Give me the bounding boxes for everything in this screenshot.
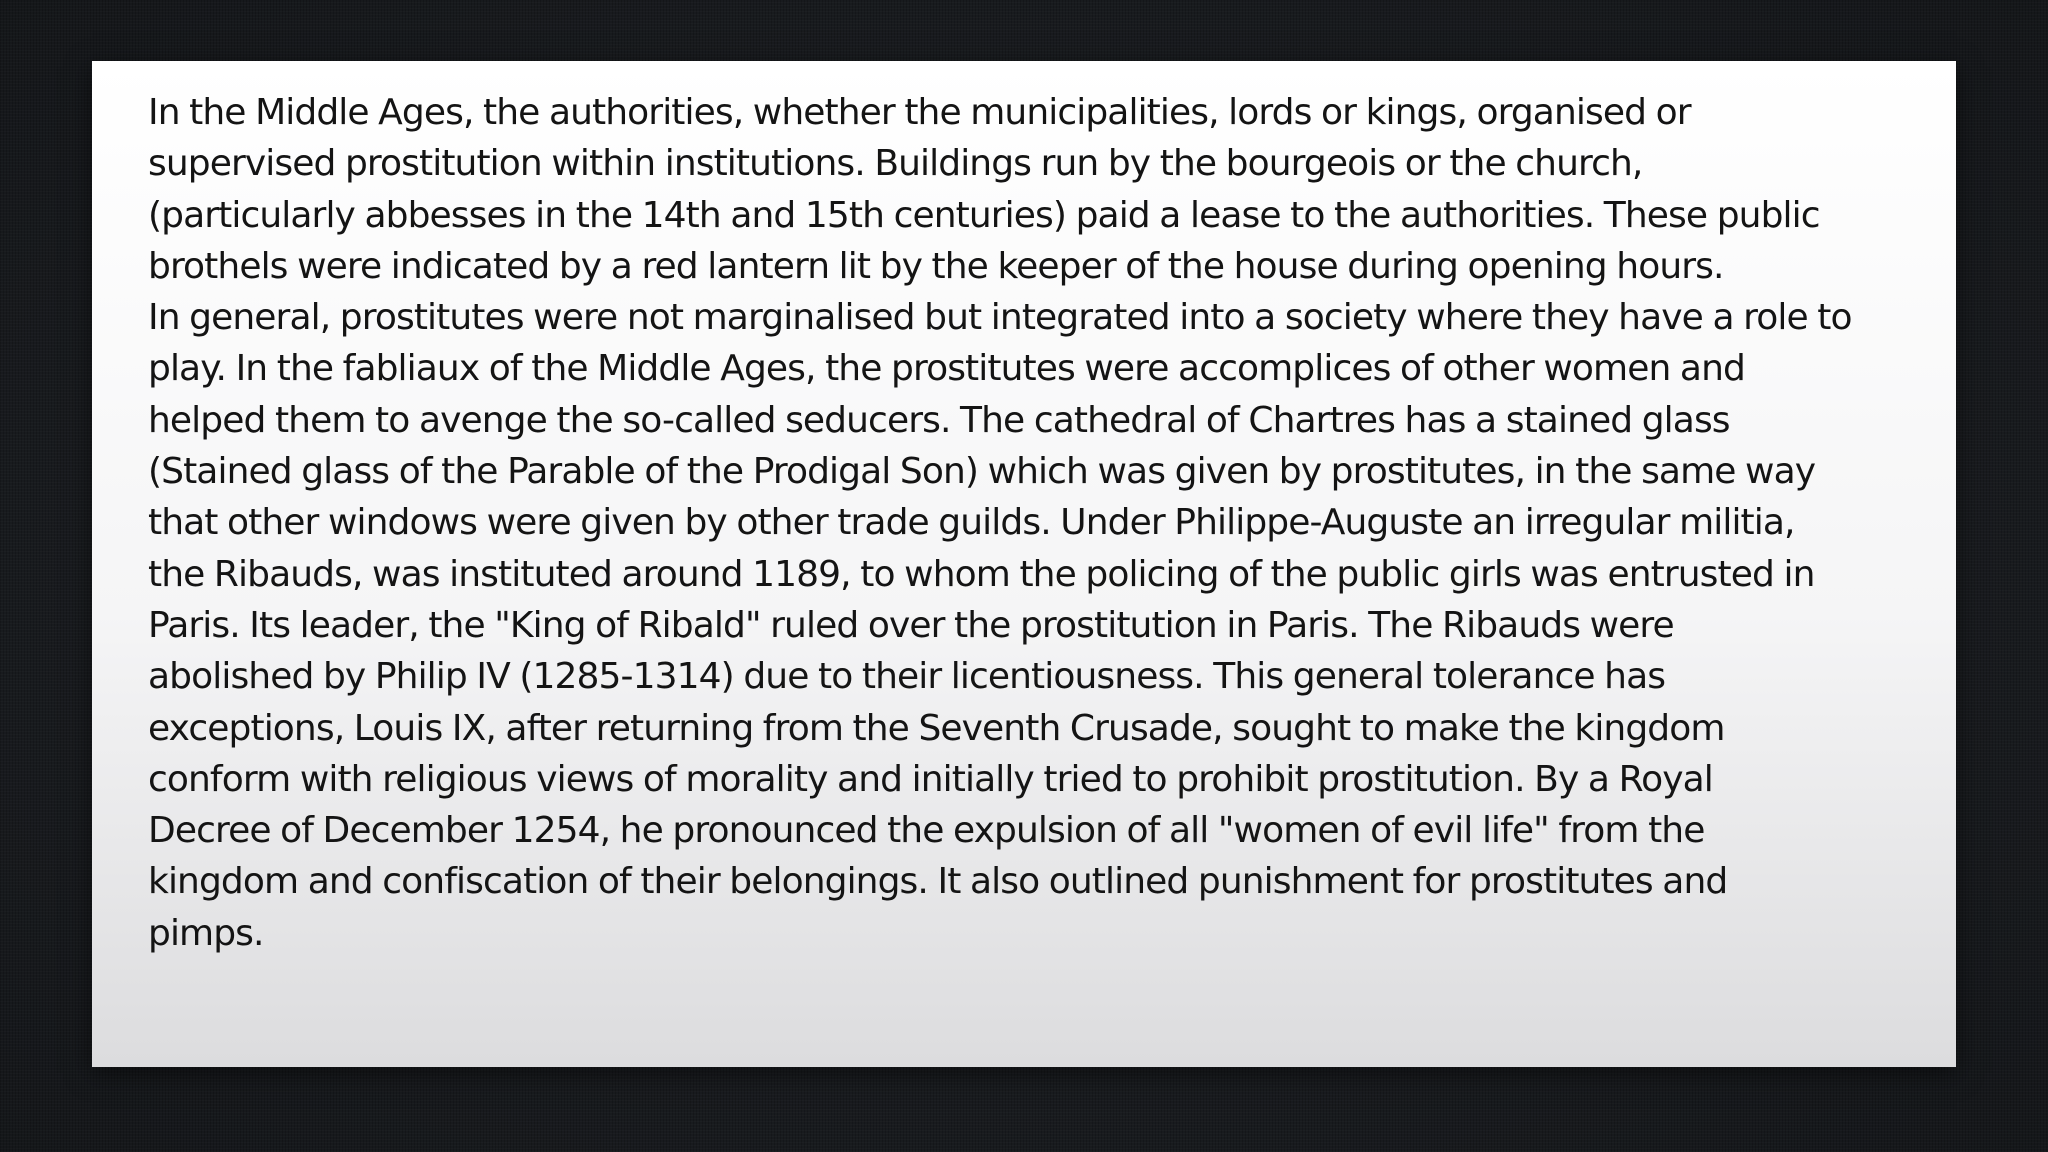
slide-panel <box>92 61 1956 1067</box>
slide-body-text: In the Middle Ages, the authorities, whether the municipalities, lords or kings, organised or supervised prostitution within institutions. Buildings run by the bourgeois or the church, (particularly abbesses in the 14th and 15th centuries) paid a lease to the authorities. These public brothels were indicated by a red lantern lit by the keeper of the house during opening hours. In general, prostitutes were not marginalised but integrated into a society where they have a role to play. In the fabliaux of the Middle Ages, the prostitutes were accomplices of other women and helped them to avenge the so-called seducers. The cathedral of Chartres has a stained glass (Stained glass of the Parable of the Prodigal Son) which was given by prostitutes, in the same way that other windows were given by other trade guilds. Under Philippe-Auguste an irregular militia, the Ribauds, was instituted around 1189, to whom the policing of the public girls was entrusted in Paris. Its leader, the "King of Ribald" ruled over the prostitution in Paris. The Ribauds were abolished by Philip IV (1285-1314) due to their licentiousness. This general tolerance has exceptions, Louis IX, after returning from the Seventh Crusade, sought to make the kingdom conform with religious views of morality and initially tried to prohibit prostitution. By a Royal Decree of December 1254, he pronounced the expulsion of all "women of evil life" from the kingdom and confiscation of their belongings. It also outlined punishment for prostitutes and pimps. <box>148 92 1852 954</box>
